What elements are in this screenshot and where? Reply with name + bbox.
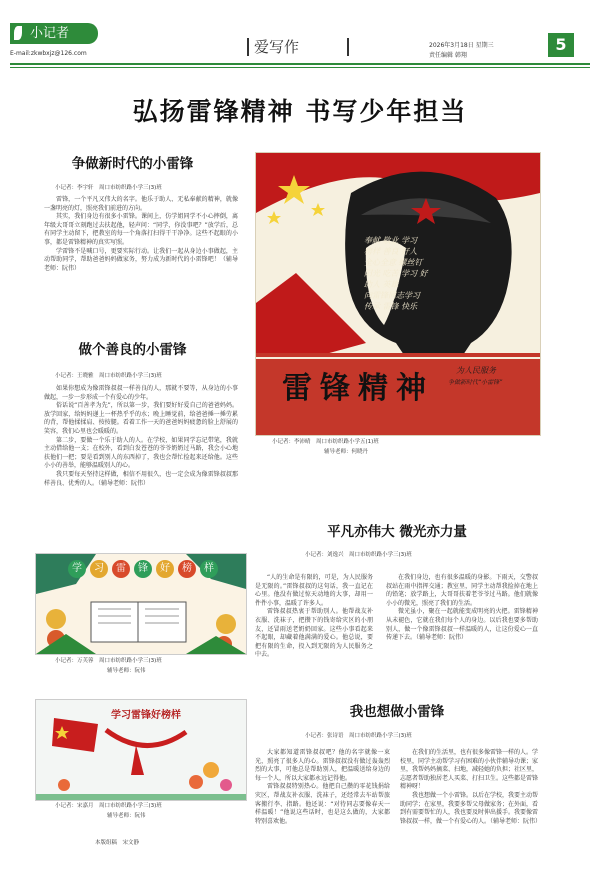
article-body: 在我们身边，也有很多温暖的身影。下雨天，交警叔叔站在雨中指挥交通；教室里，同学主动帮我捡掉在地上的铅笔；放学路上，大哥哥扶着老爷爷过马路。他们就像小小的微光，照亮了我们的生活。 微光虽小，聚在一起就能变成明亮的火把。雷锋精神从未褪色，它就在我们每个人的身边。以后我也要多帮助别人，做一个像雷锋叔叔一样温暖的人，让这份爱心一直传递下去。（辅导老师：阮伟）: [386, 574, 538, 642]
proofreader-credit: 本版组稿 宋文静: [95, 840, 140, 846]
page-headline: 弘扬雷锋精神 书写少年担当: [132, 97, 468, 126]
column-divider-right: [347, 38, 349, 56]
artwork-caption: 小记者：宋嘉月 周口市纺织路小学三(3)班 辅导老师：阮伟: [55, 803, 162, 819]
page-number: 5: [548, 33, 574, 57]
column-divider-left: [247, 38, 249, 56]
poster-char: 锋: [134, 560, 152, 578]
article-title: 我也想做小雷锋: [349, 704, 445, 720]
poster-char: 好: [156, 560, 174, 578]
poster-char: 学: [68, 560, 86, 578]
article-byline: 小记者：张诗语 周口市纺织路小学三(3)班: [305, 733, 412, 739]
portrait-word-collage: 奉献 敬业 学习 榜样 善良 好人 全心全意 螺丝钉 阳光 吃苦 学习 好 助人 英雄 向雷锋同志学习 传承 雷锋 快乐: [364, 236, 428, 311]
portrait-headline: 雷锋精神: [282, 371, 434, 406]
article-body: “人的生命是有限的，可是，为人民服务是无限的。”雷锋叔叔的这句话，我一直记在心里。他没有做过惊天动地的大事，却用一件件小事，温暖了许多人。 雷锋叔叔热衷于帮助别人。他帮战友补衣服、洗袜子，把攒下的钱寄给灾区的小朋友，还冒雨送老奶奶回家。这些小事看起来不起眼，却藏着他满满的爱心。他总说，要把有限的生命，投入到无限的为人民服务之中去。: [255, 574, 373, 659]
poster-headline: 学习雷锋好榜样: [111, 710, 181, 721]
poster-char: 样: [200, 560, 218, 578]
header-rule: [10, 63, 590, 65]
section-banner: 小记者: [10, 23, 98, 44]
article-body: 如果你想成为像雷锋叔叔一样善良的人，那就不要等，从身边的小事做起，一步一步形成一个有爱心的少年。 俗话说“百善孝为先”，所以第一步，我们要好好爱自己的爸爸妈妈。放学回家，给妈妈递上一杯热乎乎的水；晚上睡觉前，给爸爸捶一捶劳累的背，帮他揉揉肩、按按腿。看着工作一天的爸爸妈妈疲惫的脸上舒展的笑容，我们心里也会暖暖的。 第二步，要做一个乐于助人的人。在学校，如果同学忘记带笔，我就主动借给他一支；在校外，看到白发苍苍的爷爷奶奶过马路，我会小心地扶他们一把；要是看到别人的东西掉了，我也会帮忙捡起来还给他。这些小小的善举，能够温暖别人的心。 我只要每天坚持这样做，相信不用很久，也一定会成为像雷锋叔叔那样善良、优秀的人。（辅导老师：阮伟）: [44, 385, 238, 487]
article-body: 大家都知道雷锋叔叔吧？他的名字就像一束光，照亮了很多人的心。雷锋叔叔没有做过轰轰烈烈的大事，可他总是帮助别人，把温暖送给身边的每一个人，所以大家都永远记得他。 雷锋叔叔特别热心。他把自己攒的零花钱捐给灾区，帮战友补衣服、洗袜子，还经常去车站帮旅客搬行李、指路。他还说：“对待同志要像春天一样温暖！”他说这些话时，也是这么做的，大家都特别喜欢他。: [255, 749, 390, 825]
article-byline: 小记者：刘逸兴 周口市纺织路小学三(3)班: [305, 552, 412, 558]
poster-char: 习: [90, 560, 108, 578]
learn-from-lei-feng-poster: [35, 553, 247, 655]
article-body: 在我们的生活里，也有很多像雷锋一样的人。学校里，同学主动帮学习有困难的小伙伴辅导功课；家里，我帮妈妈摘菜、扫地，减轻她的负担；社区里，志愿者帮助独居老人买菜、打扫卫生。这些都是雷锋精神呀！ 我也想做一个小雷锋。以后在学校，我要主动帮助同学；在家里，我要多帮父母做家务；在外面，看到有需要帮忙的人，我也要及时伸出援手。我要像雷锋叔叔一样，做一个有爱心的人。（辅导老师：阮伟）: [400, 749, 542, 825]
responsible-editor: 责任编辑 韩翔: [429, 52, 467, 59]
article-title: 争做新时代的小雷锋: [71, 156, 194, 172]
leaf-icon: [14, 26, 22, 40]
article-body: 雷锋，一个平凡又伟大的名字。他乐于助人、无私奉献的精神，就像一盏明亮的灯，照亮我们前进的方向。 其实，我们身边有很多小雷锋。课间上，仿学姐同学不小心摔倒，离年级大哥哥立刻跑过去扶起他，轻声问：“同学，你没事吧？”放学后，总有同学主动留下，把教室的每一个角落打扫得干干净净。这些不起眼的小事，都是雷锋精神的真实写照。 学雷锋不是喊口号，更要实际行动。让我们一起从身边小事做起，主动帮助同学，帮助爸爸妈妈做家务，努力成为新时代的小雷锋吧！（辅导老师：阮伟）: [44, 196, 238, 272]
article-title: 平凡亦伟大 微光亦力量: [327, 524, 467, 540]
column-title: 爱写作: [254, 38, 300, 56]
header-rule-thin: [10, 67, 590, 68]
article-byline: 小记者：王晓雅 周口市纺织路小学三(3)班: [55, 373, 162, 379]
poster-headline: [68, 560, 218, 578]
artwork-caption: 小记者：李沛晴 周口市纺织路小学五(1)班 辅导老师：何晓丹: [272, 439, 379, 455]
lei-feng-portrait: [255, 152, 541, 436]
contact-email: E-mail:zkwbxjz@126.com: [10, 50, 87, 57]
article-byline: 小记者：李宇轩 周口市纺织路小学三(3)班: [55, 185, 162, 191]
portrait-slogan: 为人民服务: [456, 366, 496, 375]
portrait-slogan-secondary: 争做新时代“小雷锋”: [448, 379, 503, 386]
poster-char: 雷: [112, 560, 130, 578]
artwork-caption: 小记者：万芙蓉 周口市纺织路小学三(3)班 辅导老师：阮伟: [55, 658, 162, 674]
issue-date: 2026年3月18日 星期三: [429, 42, 494, 49]
article-title: 做个善良的小雷锋: [78, 342, 187, 358]
red-flag-poster: [35, 699, 247, 801]
poster-char: 榜: [178, 560, 196, 578]
